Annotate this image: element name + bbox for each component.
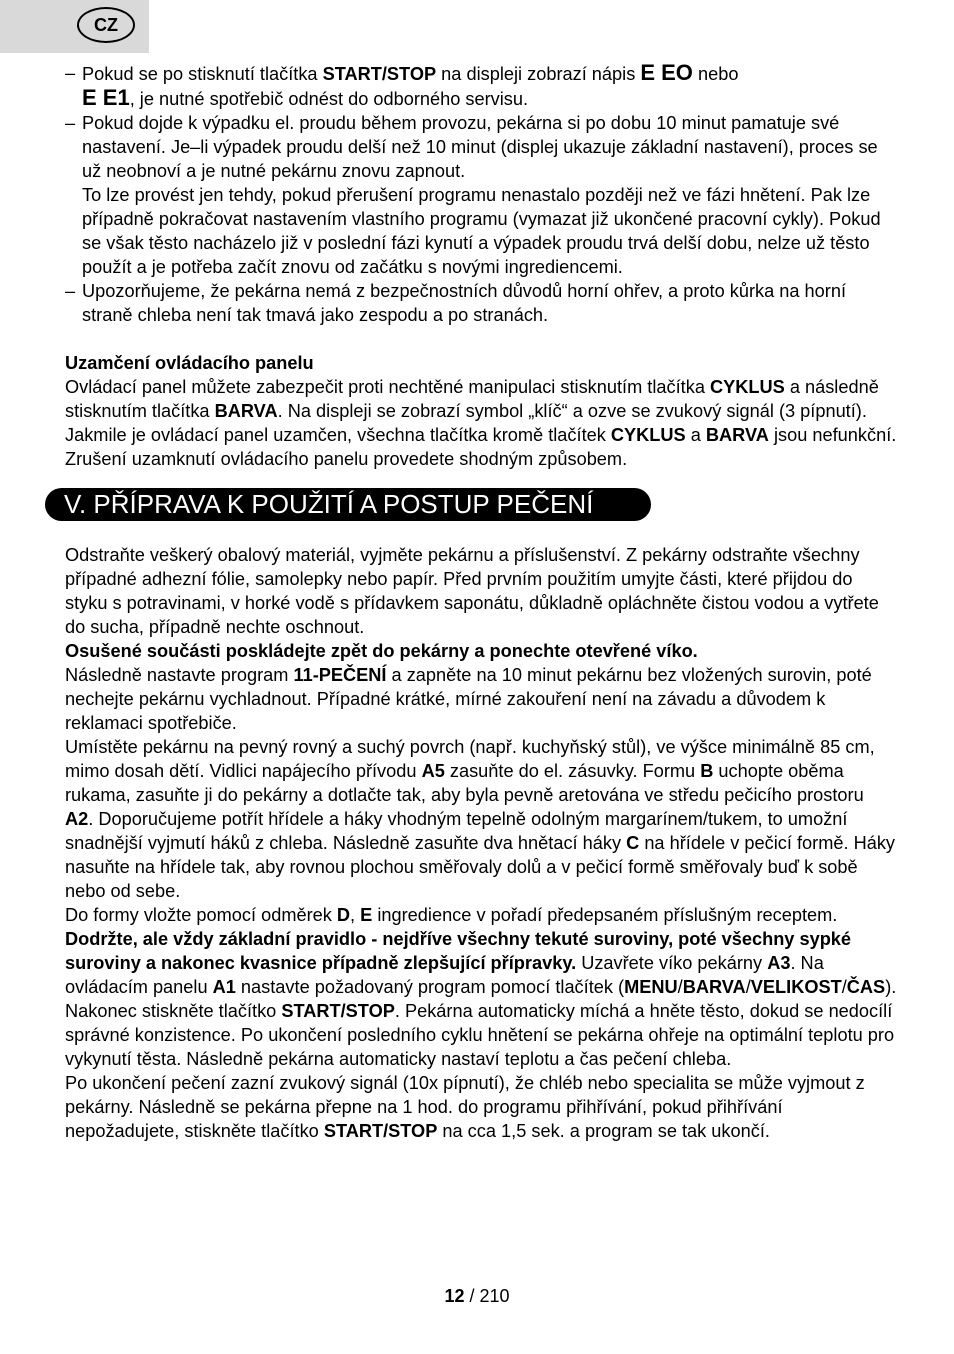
bold-text: A2 xyxy=(65,809,89,829)
chapter-banner-wrap xyxy=(65,471,897,543)
text-run: na displeji zobrazí nápis xyxy=(436,64,641,84)
note-list xyxy=(65,61,897,327)
bold-text: E xyxy=(360,905,373,925)
text-run: / xyxy=(745,977,751,997)
bold-text: BARVA xyxy=(682,977,746,997)
text-run: Ovládací panel můžete zabezpečit proti nechtěné manipulaci stisknutím tlačítka xyxy=(65,377,710,397)
note-item: – Pokud dojde k výpadku el. proudu během provozu, pekárna si po dobu 10 minut pamatuje své nastavení. Je–li výpadek proudu delší než 10 minut (displej ukazuje základní nastavení), proces se už neobnoví a je nutné pekárnu znovu zapnout. To lze provést jen tehdy, pokud přerušení programu nenastalo později než ve fázi hnětení. Pak lze případně pokračovat nastavením vlastního programu (vymazat již ukončené pracovní cykly). Pokud se však těsto nacházelo již v poslední fázi kynutí a výpadek proudu trvá delší dobu, nelze už těsto použít a je potřeba začít znovu od začátku s novými ingrediencemi. xyxy=(65,113,881,277)
bold-text: Osušené součásti poskládejte zpět do pekárny a ponechte otevřené víko. xyxy=(65,641,698,661)
bold-text: CYKLUS xyxy=(610,425,686,445)
text-run: / xyxy=(841,977,847,997)
page-number xyxy=(0,1284,954,1308)
note-item: – Pokud se po stisknutí tlačítka START/STOP na displeji zobrazí nápis E EO nebo E E1, je nutné spotřebič odnést do odborného servisu. xyxy=(65,60,739,110)
text-run: na hřídele v pečicí formě. Háky nasuňte na hřídele tak, aby rovnou plochou směřovaly dolů a v pečicí formě směřovaly buď k sobě nebo od sebe. xyxy=(65,833,896,901)
text-run: Následně nastavte program xyxy=(65,665,294,685)
bold-text: D xyxy=(336,905,351,925)
text-run: , xyxy=(350,905,361,925)
text-run: Umístěte pekárnu na pevný rovný a suchý povrch (např. kuchyňský stůl), ve výšce minimálně 85 cm, mimo dosah dětí. Vidlici napájecího přívodu xyxy=(65,737,875,781)
note-text xyxy=(82,281,846,325)
text-run: To lze provést jen tehdy, pokud přerušení programu nenastalo později než ve fázi hnětení. Pak lze případně pokračovat nastavením vlastního programu (vymazat již ukončené pracovní cykly). Pokud se však těsto nacházelo již v poslední fázi kynutí a výpadek proudu trvá delší dobu, nelze už těsto použít a je potřeba začít znovu od začátku s novými ingrediencemi. xyxy=(82,185,881,277)
note-text xyxy=(82,60,739,110)
text-run: nastavte požadovaný program pomocí tlačítek ( xyxy=(235,977,625,997)
text-run: Uzavřete víko pekárny xyxy=(576,953,768,973)
section-paragraph xyxy=(65,375,897,471)
text-run: uchopte oběma rukama, zasuňte ji do pekárny a dotlačte tak, aby byla pevně aretována ve středu pečicího prostoru xyxy=(65,761,864,805)
bold-text: Dodržte, ale vždy základní pravidlo - nejdříve všechny tekuté suroviny, poté všechny sypké suroviny a nakonec kvasnice případně zlepšující přípravky. xyxy=(65,929,852,973)
text-run: a xyxy=(685,425,706,445)
text-run: ingredience v pořadí předepsaném příslušným receptem. xyxy=(372,905,838,925)
bold-text: ČAS xyxy=(846,977,886,997)
text-run: , je nutné spotřebič odnést do odborného servisu. xyxy=(129,89,529,109)
bold-text: E EO xyxy=(640,60,693,85)
text-run: na cca 1,5 sek. a program se tak ukončí. xyxy=(437,1121,770,1141)
bold-text: MENU xyxy=(624,977,678,997)
text-run: . Pekárna automaticky míchá a hněte těsto, dokud se nedocílí správné konzistence. Po ukončení posledního cyklu hnětení se pekárna ohřeje na optimální teplotu pro vykynutí těsta. Následně pekárna automaticky nastaví teplotu a čas pečení chleba. xyxy=(65,1001,895,1069)
chapter-title: V. PŘÍPRAVA K POUŽITÍ A POSTUP PEČENÍ xyxy=(45,488,651,521)
text-run: ). Nakonec stiskněte tlačítko xyxy=(65,977,897,1021)
bold-text: A5 xyxy=(421,761,445,781)
text-run: . Na ovládacím panelu xyxy=(65,953,824,997)
bold-text: VELIKOST xyxy=(750,977,842,997)
text-run: . Na displeji se zobrazí symbol „klíč“ a ozve se zvukový signál (3 pípnutí). Jakmile je ovládací panel uzamčen, všechna tlačítka kromě tlačítek xyxy=(65,401,867,445)
text-run: zasuňte do el. zásuvky. Formu xyxy=(444,761,701,781)
bold-text: A3 xyxy=(767,953,791,973)
section-heading: Uzamčení ovládacího panelu xyxy=(65,353,314,373)
bold-text: BARVA xyxy=(705,425,769,445)
text-run: nebo xyxy=(692,64,739,84)
current-page: 12 xyxy=(444,1286,465,1306)
bold-text: START/STOP xyxy=(323,1121,438,1141)
bold-text: C xyxy=(626,833,640,853)
note-text xyxy=(82,113,881,277)
language-tab xyxy=(0,0,149,53)
language-badge: CZ xyxy=(77,7,135,43)
page-content xyxy=(65,61,897,1143)
text-run: a zapněte na 10 minut pekárnu bez vložených surovin, poté nechejte pekárnu vychladnout. Případné krátké, mírné zakouření není na závadu a důvodem k reklamaci spotřebiče. xyxy=(65,665,872,733)
text-run: Pokud dojde k výpadku el. proudu během provozu, pekárna si po dobu 10 minut pamatuje své nastavení. Je–li výpadek proudu delší než 10 minut (displej ukazuje základní nastavení), proces se už neobnoví a je nutné pekárnu znovu zapnout. xyxy=(82,113,878,181)
text-run: . Doporučujeme potřít hřídele a háky vhodným tepelně odolným margarínem/tukem, to umožní snadnější vyjmutí háků z chleba. Následně zasuňte dva hnětací háky xyxy=(65,809,848,853)
text-run: jsou nefunkční. Zrušení uzamknutí ovládacího panelu provedete shodným způsobem. xyxy=(65,425,897,469)
total-pages: / 210 xyxy=(469,1286,510,1306)
bold-text: START/STOP xyxy=(281,1001,395,1021)
bold-text: START/STOP xyxy=(322,64,437,84)
bold-text: A1 xyxy=(212,977,236,997)
text-run: Upozorňujeme, že pekárna nemá z bezpečnostních důvodů horní ohřev, a proto kůrka na horní straně chleba není tak tmavá jako zespodu a po stranách. xyxy=(82,281,846,325)
text-run: Po ukončení pečení zazní zvukový signál (10x pípnutí), že chléb nebo specialita se může vyjmout z pekárny. Následně se pekárna přepne na 1 hod. do programu přihřívání, pokud přihřívání nepožadujete, stiskněte tlačítko xyxy=(65,1073,865,1141)
bold-text: 11-PEČENÍ xyxy=(293,665,387,685)
bold-text: E E1 xyxy=(82,85,130,110)
bold-text: BARVA xyxy=(214,401,278,421)
text-run: a následně stisknutím tlačítka xyxy=(65,377,879,421)
text-run: / xyxy=(677,977,683,997)
bold-text: B xyxy=(700,761,714,781)
note-item: – Upozorňujeme, že pekárna nemá z bezpečnostních důvodů horní ohřev, a proto kůrka na horní straně chleba není tak tmavá jako zespodu a po stranách. xyxy=(65,281,846,325)
text-run: Odstraňte veškerý obalový materiál, vyjměte pekárnu a příslušenství. Z pekárny odstraňte všechny případné adhezní fólie, samolepky nebo papír. Před prvním použitím umyjte části, které přijdou do styku s potravinami, v horké vodě s přídavkem saponátu, důkladně opláchněte čistou vodou a vytřete do sucha, případně nechte oschnout. xyxy=(65,545,879,637)
bold-text: CYKLUS xyxy=(709,377,785,397)
chapter-body xyxy=(65,543,897,1143)
text-run: Pokud se po stisknutí tlačítka xyxy=(82,64,323,84)
text-run: Do formy vložte pomocí odměrek xyxy=(65,905,337,925)
